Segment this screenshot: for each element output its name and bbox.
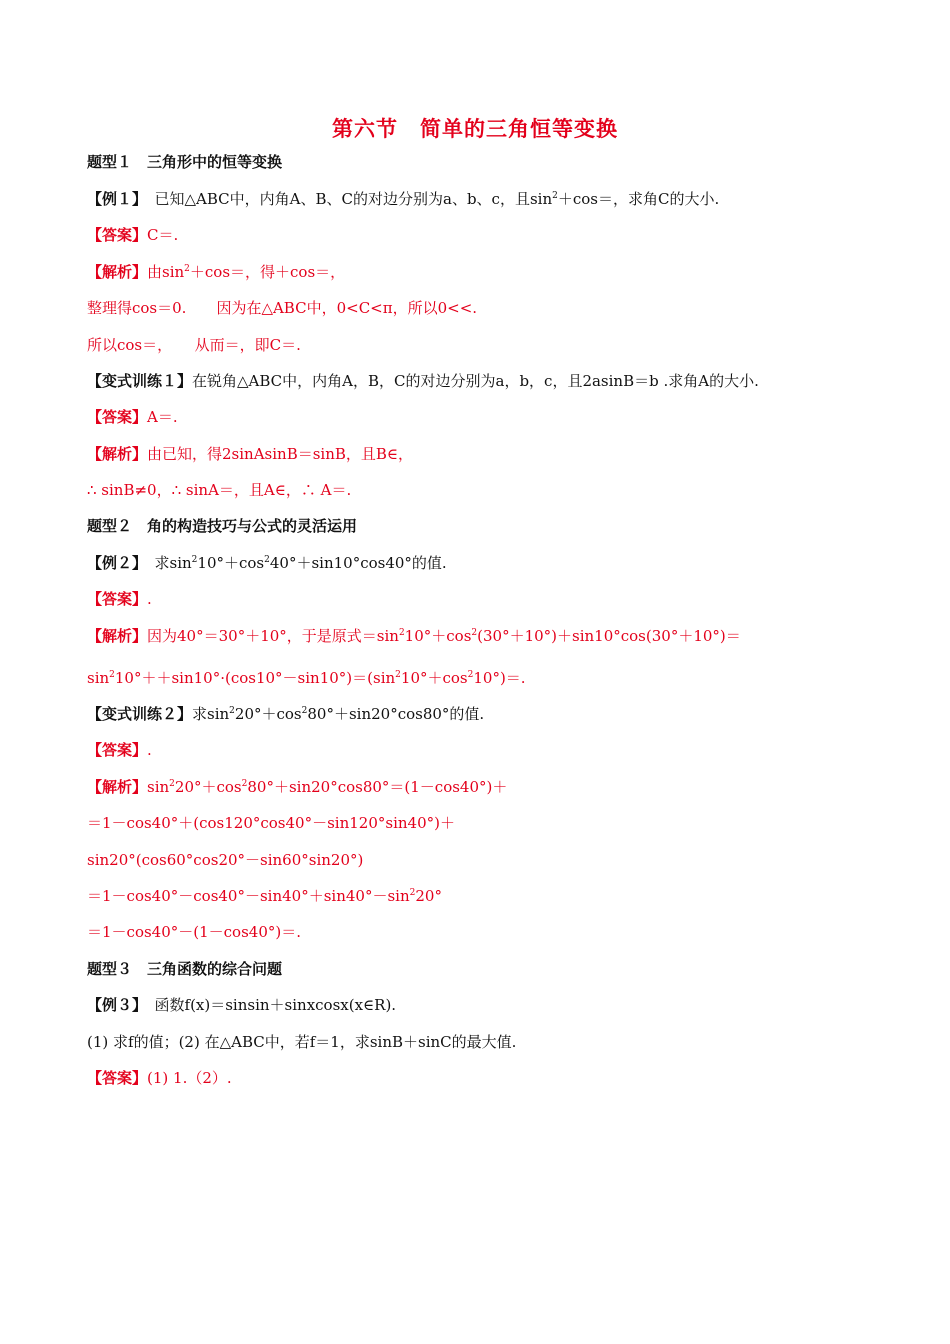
text-segment: 在锐角△ABC中，内角A，B，C的对边分别为a，b，c，且2asinB＝b .求角A的大小. [192, 372, 759, 390]
text-segment: . [147, 741, 152, 759]
text-segment: 40°＋sin10°cos40°的值. [269, 554, 447, 572]
superscript: 2 [241, 779, 248, 789]
text-segment: ＝1－cos40°－(1－cos40°)＝. [87, 923, 301, 941]
section-heading [87, 152, 282, 172]
text-segment: sin20°(cos60°cos20°－sin60°sin20°) [87, 851, 364, 869]
text-segment: 求sin [192, 705, 230, 723]
label-tag: 【答案】 [87, 408, 148, 426]
text-line [87, 740, 152, 760]
superscript: 2 [398, 628, 405, 638]
text-segment: ＋cos＝，得＋cos＝， [189, 263, 346, 281]
text-segment: 函数f(x)＝sinsin＋sinxcosx(x∈R). [139, 996, 397, 1014]
text-segment: 整理得cos＝0. 因为在△ABC中，0<C<π，所以0<<. [87, 299, 478, 317]
text-segment: sin [87, 669, 110, 687]
text-segment: 由已知，得2sinAsinB＝sinB，且B∈， [147, 445, 414, 463]
superscript: 2 [552, 191, 558, 201]
text-segment: 求sin [139, 554, 192, 572]
text-line [87, 813, 455, 833]
text-segment: 所以cos＝， 从而＝，即C＝. [87, 336, 301, 354]
superscript: 2 [109, 670, 115, 680]
text-segment: 20°＋cos [174, 778, 242, 796]
text-line [87, 444, 413, 464]
label-tag: 【解析】 [87, 627, 148, 645]
superscript: 2 [301, 706, 308, 716]
text-line [87, 589, 152, 609]
superscript: 2 [264, 555, 270, 565]
text-segment: 10°＋cos [197, 554, 265, 572]
text-segment: 已知△ABC中，内角A、B、C的对边分别为a、b、c，且sin [139, 190, 553, 208]
section-heading [87, 516, 357, 536]
text-line [87, 886, 442, 906]
text-line [87, 995, 396, 1015]
text-segment: 因为40°＝30°＋10°，于是原式＝sin [147, 627, 399, 645]
text-segment: (1) 1.（2）. [147, 1069, 232, 1087]
text-line [87, 626, 741, 646]
text-segment: C＝. [147, 226, 179, 244]
text-line [87, 225, 178, 245]
text-line [87, 553, 447, 573]
text-segment: 20° [415, 887, 442, 905]
text-line [87, 371, 759, 391]
label-tag: 【例３】 [87, 996, 140, 1014]
text-segment: (1) 求f的值；(2) 在△ABC中，若f＝1，求sinB＋sinC的最大值. [87, 1033, 517, 1051]
superscript: 2 [409, 888, 416, 898]
text-segment: ＝1－cos40°＋(cos120°cos40°－sin120°sin40°)＋ [87, 814, 455, 832]
text-segment: 10°＋cos [404, 627, 472, 645]
text-segment: 80°＋sin20°cos80°＝(1－cos40°)＋ [247, 778, 508, 796]
text-line [87, 407, 178, 427]
text-segment: 80°＋sin20°cos80°的值. [307, 705, 485, 723]
section-heading [87, 959, 282, 979]
text-segment: ∴ sinB≠0，∴ sinA＝，且A∈，∴ A＝. [87, 481, 352, 499]
text-line [87, 922, 301, 942]
text-line [87, 262, 345, 282]
superscript: 2 [169, 779, 175, 789]
label-tag: 【变式训练１】 [87, 372, 193, 390]
label-tag: 【变式训练２】 [87, 705, 193, 723]
text-line [87, 1068, 232, 1088]
text-segment: 10°＋cos [400, 669, 468, 687]
superscript: 2 [395, 670, 401, 680]
text-line [87, 1032, 516, 1052]
label-tag: 【答案】 [87, 590, 148, 608]
text-segment: 题型２ 角的构造技巧与公式的灵活运用 [87, 517, 358, 535]
text-line [87, 850, 363, 870]
text-line [87, 777, 507, 797]
text-segment: sin [147, 778, 170, 796]
text-segment: 由sin [147, 263, 185, 281]
label-tag: 【答案】 [87, 226, 148, 244]
text-segment: 20°＋cos [234, 705, 302, 723]
section-title: 第六节 简单的三角恒等变换 [332, 117, 618, 141]
label-tag: 【答案】 [87, 1069, 148, 1087]
text-segment: 题型１ 三角形中的恒等变换 [87, 153, 283, 171]
superscript: 2 [191, 555, 198, 565]
label-tag: 【解析】 [87, 445, 148, 463]
superscript: 2 [471, 628, 478, 638]
text-segment: ＝1－cos40°－cos40°－sin40°＋sin40°－sin [87, 887, 410, 905]
text-line [87, 668, 526, 688]
text-segment: A＝. [147, 408, 178, 426]
text-segment: . [147, 590, 152, 608]
label-tag: 【解析】 [87, 263, 148, 281]
label-tag: 【解析】 [87, 778, 148, 796]
text-segment: ＋cos＝，求角C的大小. [557, 190, 720, 208]
label-tag: 【答案】 [87, 741, 148, 759]
label-tag: 【例２】 [87, 554, 140, 572]
text-segment: 10°＋＋sin10°·(cos10°－sin10°)＝(sin [114, 669, 396, 687]
text-segment: 10°)＝. [473, 669, 526, 687]
text-segment: (30°＋10°)＋sin10°cos(30°＋10°)＝ [477, 627, 741, 645]
label-tag: 【例１】 [87, 190, 140, 208]
text-line [87, 704, 484, 724]
superscript: 2 [229, 706, 235, 716]
superscript: 2 [184, 264, 190, 274]
text-line [87, 298, 477, 318]
superscript: 2 [467, 670, 474, 680]
text-line [87, 335, 301, 355]
text-line [87, 480, 351, 500]
text-segment: 题型３ 三角函数的综合问题 [87, 960, 283, 978]
text-line [87, 189, 719, 209]
